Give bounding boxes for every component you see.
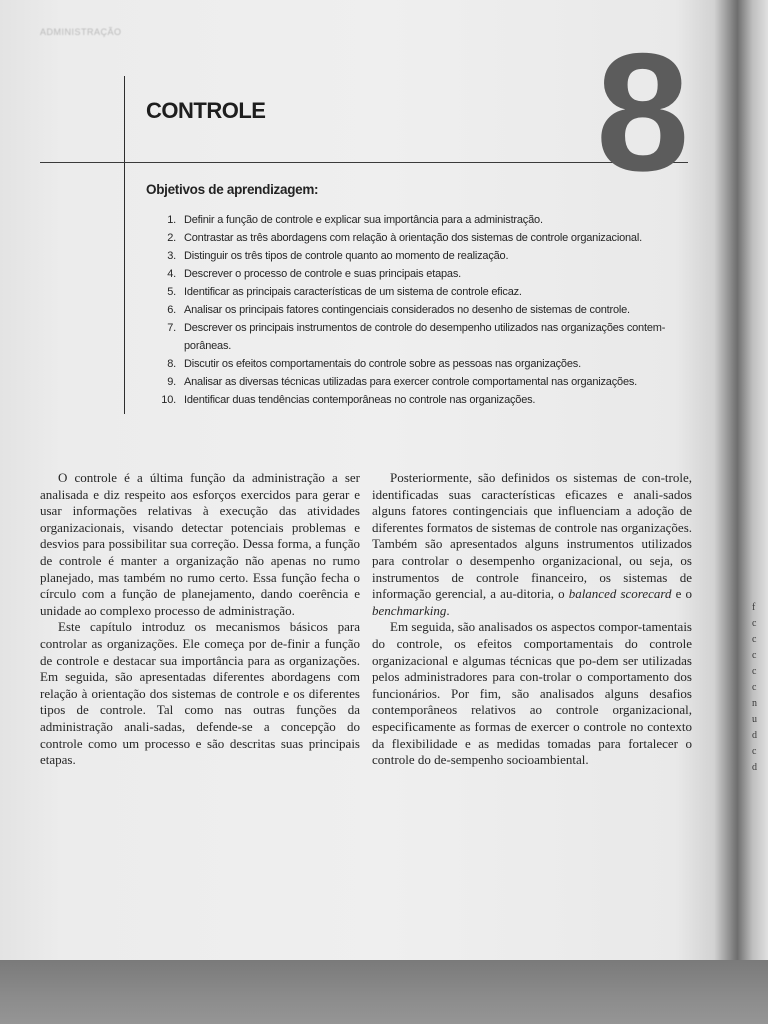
objective-text: Descrever o processo de controle e suas principais etapas. (184, 268, 461, 280)
objective-number: 8. (167, 358, 176, 370)
objective-text: Identificar duas tendências contemporâneas no controle nas organizações. (184, 394, 536, 406)
chapter-title: CONTROLE (146, 98, 266, 123)
objective-number: 4. (167, 268, 176, 280)
objectives-list (146, 211, 686, 409)
scanner-bed-edge (0, 960, 768, 1024)
objective-number: 2. (167, 232, 176, 244)
objective-number: 1. (167, 214, 176, 226)
body-column-left (40, 470, 360, 769)
edge-letter: d (752, 730, 757, 741)
next-page-edge (752, 600, 766, 776)
vertical-rule (124, 76, 125, 414)
objective-text: Descrever os principais instrumentos de controle do desempenho utilizados nas organizações contem-porâneas. (184, 322, 666, 352)
objective-text: Analisar as diversas técnicas utilizadas para exercer controle comportamental nas organizações. (184, 376, 638, 388)
objective-number: 7. (167, 322, 176, 334)
body-paragraph: Posteriormente, são definidos os sistemas de con-trole, identificadas suas características eficazes e anali-sados alguns fatores contingenciais que influenciam a adoção de diferentes formatos de sistemas de controle nas organizações. Também são apresentados alguns instrumentos utilizados para controlar o desempenho organizacional, ou seja, os instrumentos de controle financeiro, os sistemas de informação gerencial, a au-ditoria, o balanced scorecard e o benchmarking. (372, 470, 692, 618)
edge-letter: d (752, 762, 757, 773)
edge-letter: c (752, 650, 757, 661)
objective-text: Analisar os principais fatores contingenciais considerados no desenho de sistemas de controle. (184, 304, 630, 316)
objectives-title: Objetivos de aprendizagem: (146, 182, 319, 197)
objective-item (146, 319, 686, 355)
objective-item (146, 211, 686, 229)
edge-letter: c (752, 666, 757, 677)
objective-number: 5. (167, 286, 176, 298)
body-paragraph: O controle é a última função da administração a ser analisada e diz respeito aos esforços exercidos para gerar e usar informações relativas à execução das atividades organizacionais, visando detectar potenciais problemas e desvios para possibilitar sua correção. Dessa forma, a função de controle é manter a organização não apenas no rumo planejado, mas também no rumo certo. Essa função fecha o círculo com a função de planejamento, dando coerência e unidade ao complexo processo de administração. (40, 470, 360, 618)
body-paragraph: Este capítulo introduz os mecanismos básicos para controlar as organizações. Ele começa por de-finir a função de controle e destacar sua importância para as organizações. Em seguida, são apresentadas diferentes abordagens com relação à orientação dos sistemas de controle e os diferentes tipos de controle. Tal como nas outras funções da administração anali-sadas, defende-se a concepção do controle como um processo e são descritas suas principais etapas. (40, 619, 360, 768)
objective-number: 9. (167, 376, 176, 388)
running-header: ADMINISTRAÇÃO (40, 27, 122, 37)
edge-letter: c (752, 634, 757, 645)
edge-letter: c (752, 682, 757, 693)
objective-item (146, 265, 686, 283)
objective-text: Distinguir os três tipos de controle quanto ao momento de realização. (184, 250, 509, 262)
edge-letter: c (752, 618, 757, 629)
objective-text: Contrastar as três abordagens com relação à orientação dos sistemas de controle organizacional. (184, 232, 642, 244)
objective-item (146, 283, 686, 301)
objective-text: Discutir os efeitos comportamentais do controle sobre as pessoas nas organizações. (184, 358, 581, 370)
chapter-number: 8 (596, 18, 686, 206)
objective-item (146, 301, 686, 319)
objective-item (146, 355, 686, 373)
objective-number: 3. (167, 250, 176, 262)
edge-letter: c (752, 746, 757, 757)
horizontal-rule (40, 162, 688, 163)
edge-letter: f (752, 602, 756, 613)
objective-number: 10. (161, 394, 176, 406)
objective-item (146, 229, 686, 247)
objective-number: 6. (167, 304, 176, 316)
objective-text: Identificar as principais características de um sistema de controle eficaz. (184, 286, 522, 298)
objective-text: Definir a função de controle e explicar sua importância para a administração. (184, 214, 543, 226)
objective-item (146, 391, 686, 409)
body-column-right (372, 470, 692, 769)
edge-letter: u (752, 714, 757, 725)
objective-item (146, 373, 686, 391)
edge-letter: n (752, 698, 757, 709)
body-paragraph: Em seguida, são analisados os aspectos compor-tamentais do controle, os efeitos comportamentais do controle organizacional e algumas técnicas que po-dem ser utilizadas pelos administradores para con-trolar o comportamento dos funcionários. Por fim, são analisados alguns desafios contemporâneos relativos ao controle organizacional, especificamente as formas de exercer o controle no contexto da flexibilidade e as medidas tomadas para fortalecer o controle do de-sempenho socioambiental. (372, 619, 692, 768)
objective-item (146, 247, 686, 265)
